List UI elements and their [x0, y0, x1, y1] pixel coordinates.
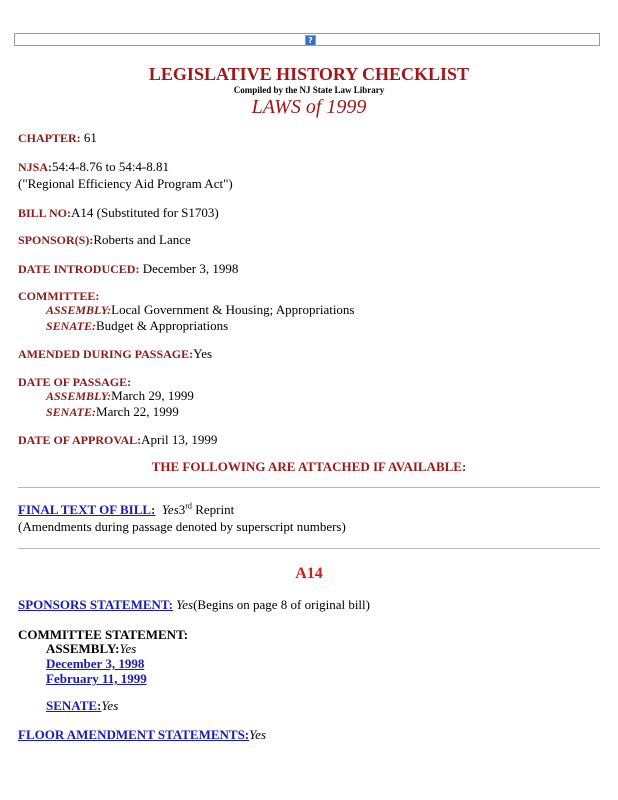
approval-value: April 13, 1999	[141, 432, 218, 447]
cs-link-february[interactable]: February 11, 1999	[46, 671, 147, 686]
page-title: LEGISLATIVE HISTORY CHECKLIST	[148, 64, 470, 84]
help-icon[interactable]: ?	[305, 35, 316, 46]
amended-value: Yes	[193, 346, 213, 361]
passage-assembly-value: March 29, 1999	[111, 388, 194, 403]
final-text-reprint: Reprint	[191, 502, 235, 517]
cs-senate-yes: Yes	[101, 698, 119, 713]
divider	[18, 548, 600, 549]
compiled-by: Compiled by the NJ State Law Library	[233, 85, 385, 95]
passage-senate-row	[46, 404, 179, 420]
passage-senate-label: SENATE:	[46, 405, 97, 419]
sponsor-label: SPONSOR(S):	[18, 233, 94, 247]
committee-statement-label: COMMITTEE STATEMENT:	[18, 627, 189, 642]
cs-senate-link[interactable]: SENATE:	[46, 698, 102, 713]
njsa-row	[18, 159, 169, 175]
chapter-row	[18, 130, 97, 146]
approval-row	[18, 432, 217, 448]
passage-assembly-label: ASSEMBLY:	[46, 389, 112, 403]
njsa-label: NJSA:	[18, 160, 53, 174]
cs-link-2-row	[46, 671, 147, 687]
floor-amendment-row	[18, 727, 266, 743]
bill-row	[18, 205, 219, 221]
date-introduced-label: DATE INTRODUCED:	[18, 262, 140, 276]
committee-senate-row	[46, 318, 228, 334]
final-text-number: 3	[178, 502, 186, 517]
final-text-link[interactable]: FINAL TEXT OF BILL:	[18, 502, 156, 517]
bill-heading: A14	[295, 565, 323, 582]
amended-label: AMENDED DURING PASSAGE:	[18, 347, 194, 361]
cs-link-december[interactable]: December 3, 1998	[46, 656, 145, 671]
cs-assembly-yes: Yes	[119, 641, 137, 656]
committee-senate-label: SENATE:	[46, 319, 97, 333]
sponsors-statement-row	[18, 597, 370, 613]
committee-senate-value: Budget & Appropriations	[96, 318, 229, 333]
njsa-value: 54:4-8.76 to 54:4-8.81	[52, 159, 170, 174]
laws-year: LAWS of 1999	[251, 96, 367, 118]
sponsors-note: (Begins on page 8 of original bill)	[193, 597, 370, 612]
sponsor-value: Roberts and Lance	[93, 232, 191, 247]
sponsors-statement-link[interactable]: SPONSORS STATEMENT:	[18, 597, 173, 612]
passage-senate-value: March 22, 1999	[96, 404, 179, 419]
attached-heading: THE FOLLOWING ARE ATTACHED IF AVAILABLE:	[151, 459, 467, 474]
committee-assembly-value: Local Government & Housing; Appropriations	[111, 302, 355, 317]
cs-assembly-label: ASSEMBLY:	[46, 641, 120, 656]
divider	[18, 487, 600, 488]
date-introduced-value: December 3, 1998	[139, 261, 239, 276]
top-frame-bar	[14, 33, 600, 46]
amended-row	[18, 346, 212, 362]
date-introduced-row	[18, 261, 238, 277]
sponsor-row	[18, 232, 191, 248]
bill-value: A14 (Substituted for S1703)	[71, 205, 219, 220]
cs-senate-row	[46, 698, 118, 714]
sponsors-yes: Yes	[176, 597, 194, 612]
passage-assembly-row	[46, 388, 194, 404]
final-text-ordinal: rd	[185, 501, 192, 511]
chapter-label: CHAPTER:	[18, 131, 81, 145]
approval-label: DATE OF APPROVAL:	[18, 433, 142, 447]
cs-link-1-row	[46, 656, 144, 672]
committee-label: COMMITTEE:	[18, 289, 100, 303]
cs-assembly-row	[46, 641, 136, 657]
committee-assembly-label: ASSEMBLY:	[46, 303, 112, 317]
bill-label: BILL NO:	[18, 206, 72, 220]
act-name: ("Regional Efficiency Aid Program Act")	[18, 176, 233, 191]
passage-label: DATE OF PASSAGE:	[18, 375, 132, 389]
final-text-yes: Yes	[161, 502, 179, 517]
chapter-value: 61	[80, 130, 97, 145]
final-text-row	[18, 502, 234, 518]
floor-yes: Yes	[249, 727, 267, 742]
floor-amendment-link[interactable]: FLOOR AMENDMENT STATEMENTS:	[18, 727, 250, 742]
committee-assembly-row	[46, 302, 355, 318]
amend-note: (Amendments during passage denoted by superscript numbers)	[18, 519, 346, 534]
